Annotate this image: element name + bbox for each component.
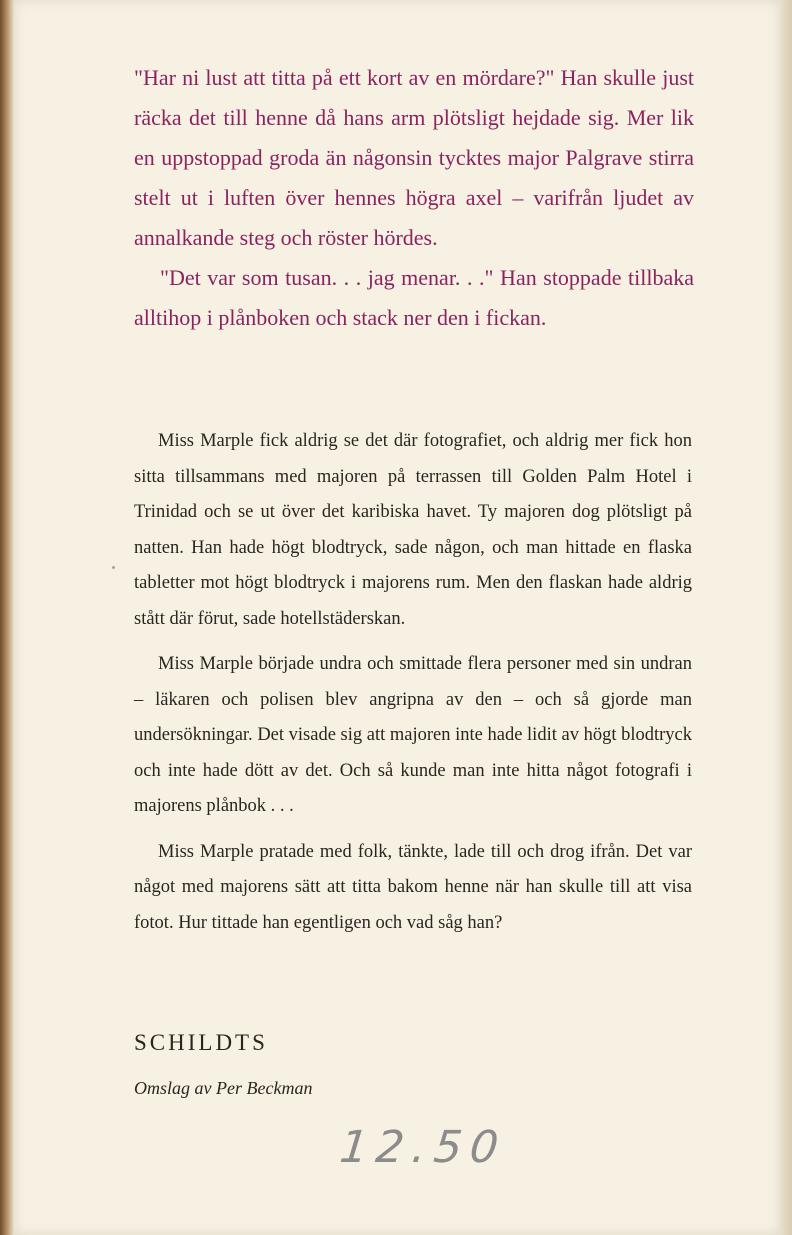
- handwritten-price: 12.50: [337, 1122, 509, 1173]
- book-spine-edge: [0, 0, 14, 1235]
- cover-credit: Omslag av Per Beckman: [134, 1078, 313, 1098]
- blurb-paragraph-2: Miss Marple började undra och smittade flera personer med sin undran – läkaren och polisen blev angripna av den – och så gjorde man undersökningar. Det visade sig att majoren inte hade lidit av högt blodtryck och inte hade dött av det. Och så kunde man inte hitta något fotografi i majorens plånbok . . .: [134, 654, 692, 816]
- blurb-paragraph-3: Miss Marple pratade med folk, tänkte, lade till och drog ifrån. Det var något med majorens sätt att titta bakom henne när han skulle till att visa fotot. Hur tittade han egentligen och vad såg han?: [134, 841, 692, 933]
- teaser-excerpt: [134, 58, 694, 338]
- paper-speck: [112, 566, 115, 569]
- publisher-name: SCHILDTS: [134, 1030, 268, 1055]
- blurb-paragraph-1: Miss Marple fick aldrig se det där fotografiet, och aldrig mer fick hon sitta tillsammans med majoren på terrassen till Golden Palm Hotel i Trinidad och se ut över det karibiska havet. Ty majoren dog plötsligt på natten. Han hade högt blodtryck, sade någon, och man hittade en flaska tabletter mot högt blodtryck i majorens rum. Men den flaskan hade aldrig stått där förut, sade hotellstäderskan.: [134, 431, 692, 629]
- teaser-paragraph-1: "Har ni lust att titta på ett kort av en mördare?" Han skulle just räcka det till henne då hans arm plötsligt hejdade sig. Mer lik en uppstoppad groda än någonsin tycktes major Palgrave stirra stelt ut i luften över hennes högra axel – varifrån ljudet av annalkande steg och röster hördes.: [134, 65, 694, 250]
- blurb-text: [134, 424, 692, 951]
- teaser-paragraph-2: "Det var som tusan. . . jag menar. . ." Han stoppade tillbaka alltihop i plånboken och stack ner den i fickan.: [134, 265, 694, 330]
- cover-right-edge: [780, 0, 792, 1235]
